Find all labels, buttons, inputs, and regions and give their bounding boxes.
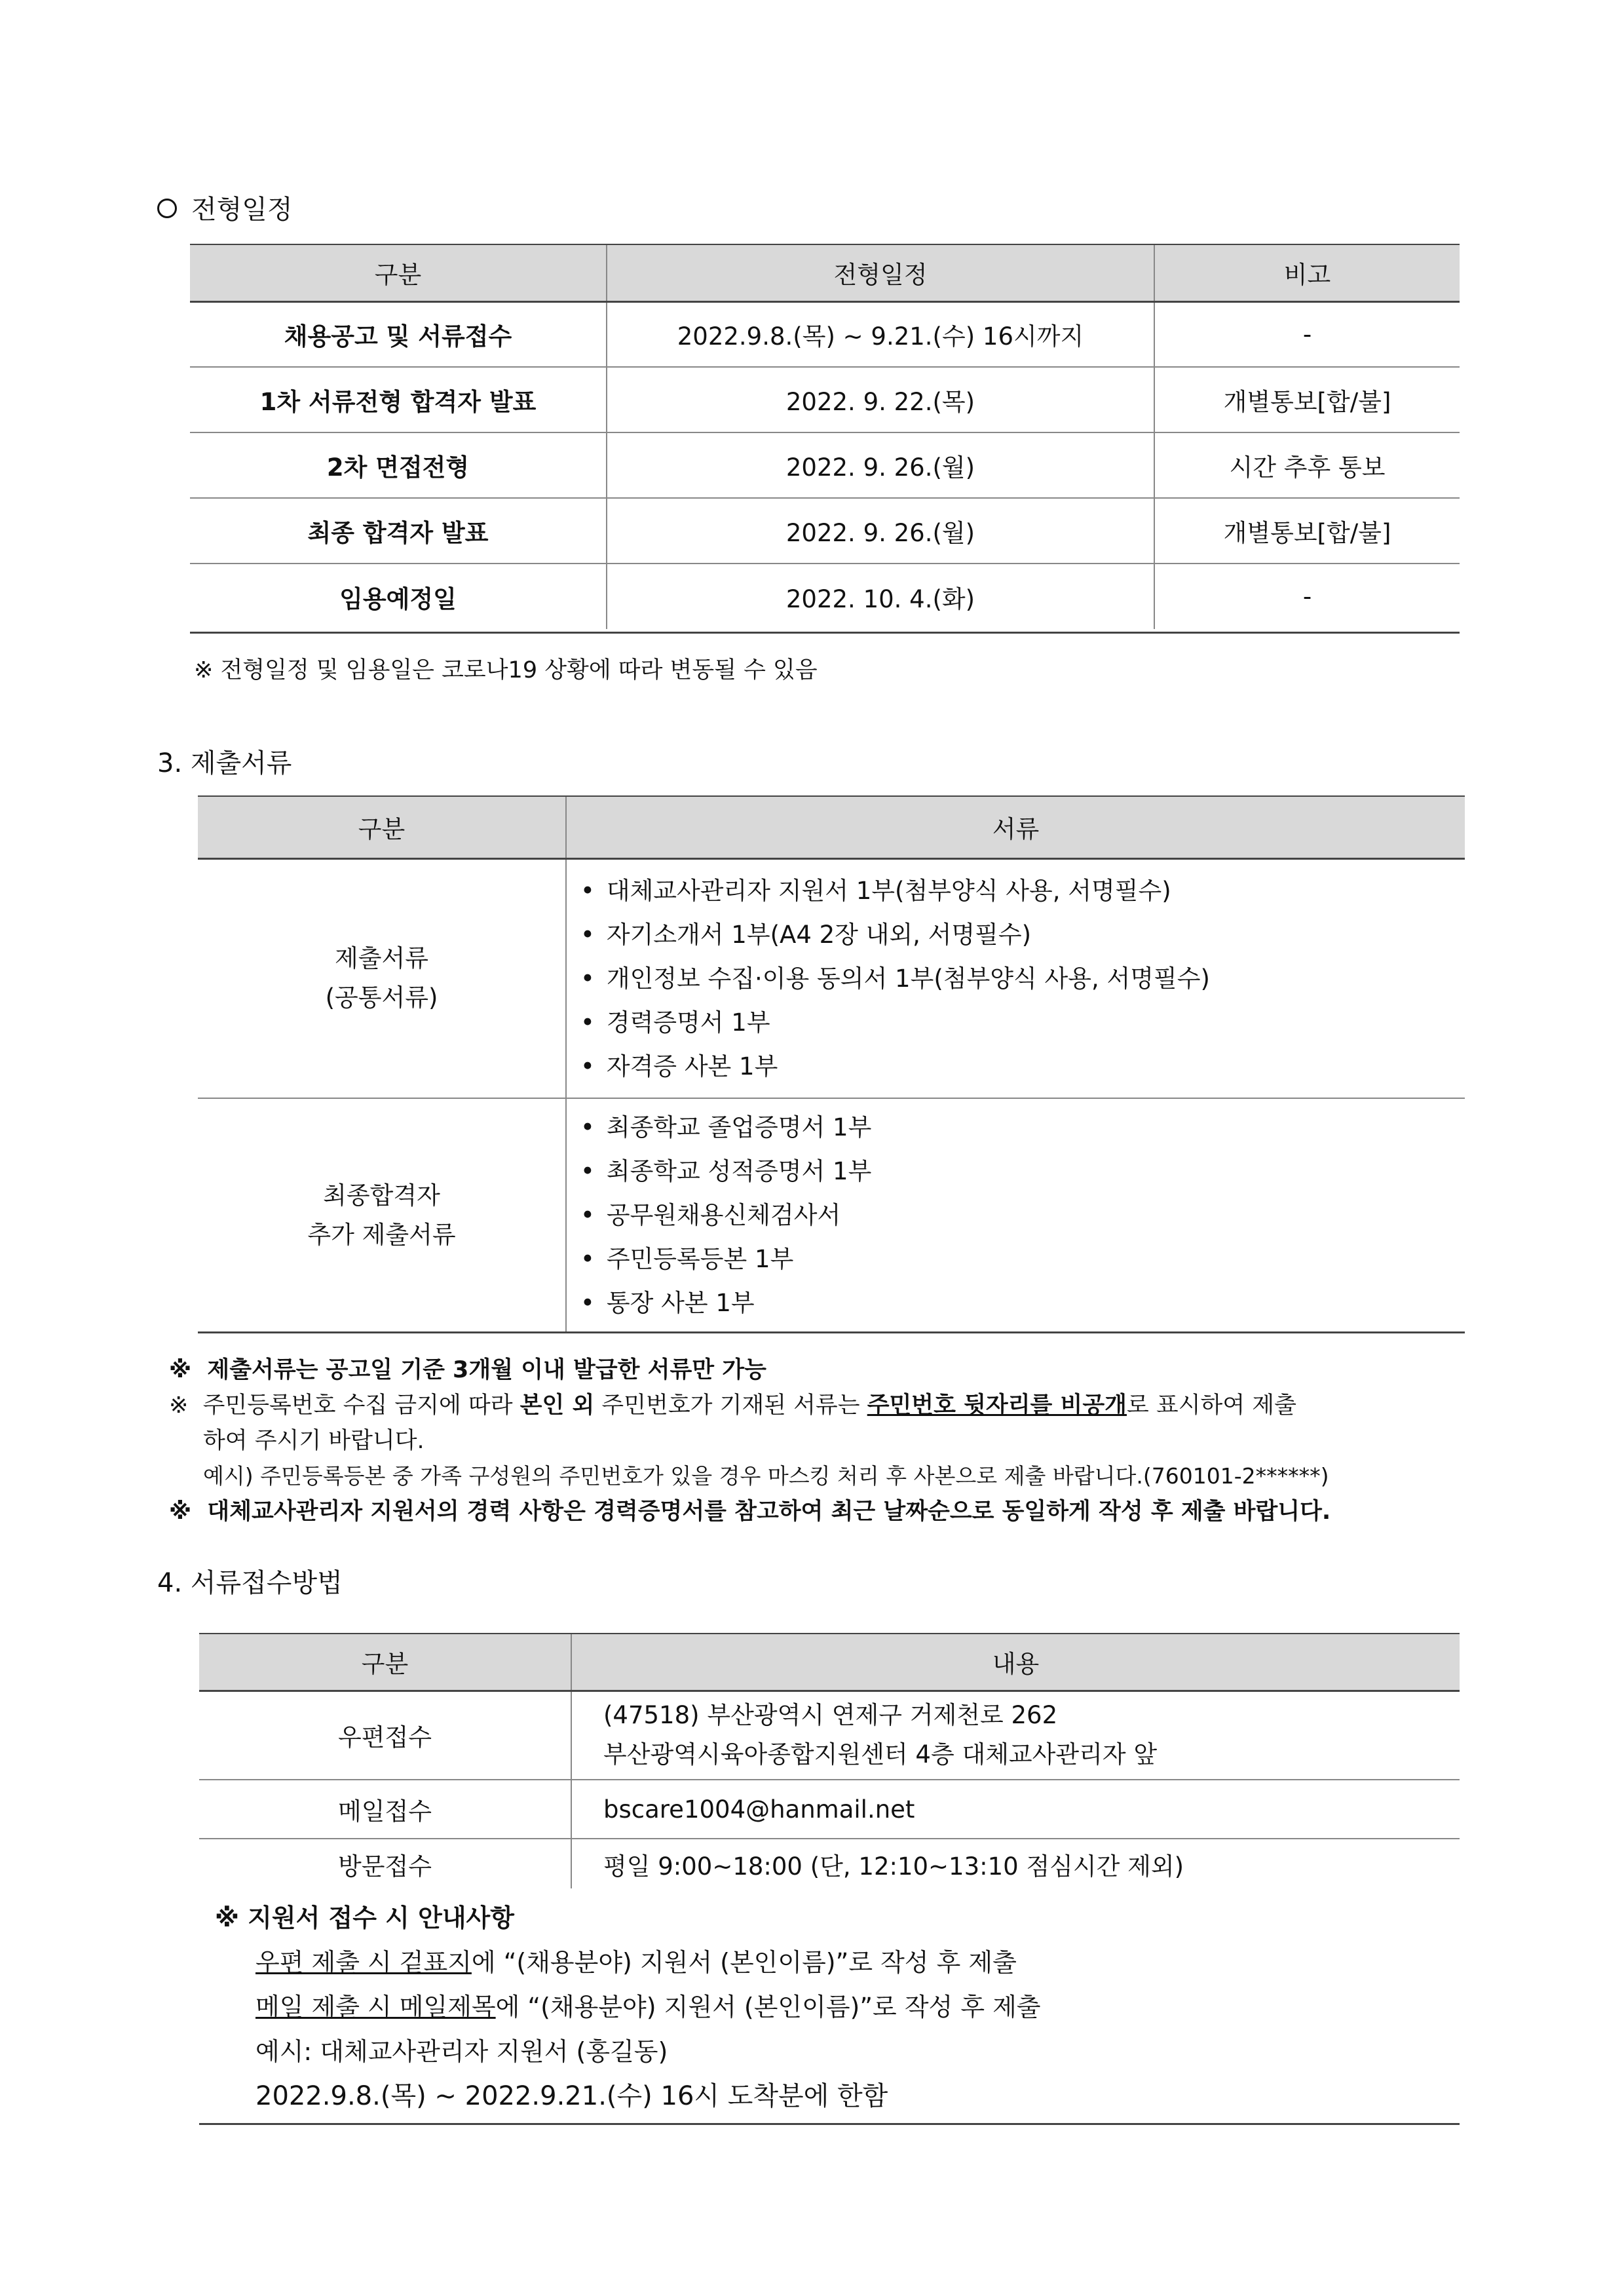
address-line: 부산광역시육아종합지원센터 4층 대체교사관리자 앞 [603,1740,1158,1769]
group-documents [566,858,1465,1098]
email-address: bscare1004@hanmail.net [571,1780,1460,1839]
circle-bullet-icon [157,199,177,218]
table-row [190,432,1460,498]
guide-deadline: 2022.9.8.(목) ~ 2022.9.21.(수) 16시 도착분에 한함 [255,2081,888,2111]
documents-table [198,797,1465,1331]
row-note: - [1154,301,1460,367]
table-row [198,858,1465,1098]
row-date: 2022. 10. 4.(화) [607,564,1154,629]
list-item: • 최종학교 졸업증명서 1부 [580,1105,1464,1149]
col-header-content: 내용 [571,1634,1460,1691]
group-documents [566,1098,1465,1331]
table-row [199,1780,1460,1839]
group-label: 최종합격자 추가 제출서류 [198,1098,566,1331]
row-label: 1차 서류전형 합격자 발표 [190,367,607,432]
row-label: 임용예정일 [190,564,607,629]
documents-notes [169,1352,1331,1529]
row-note: 개별통보[합/불] [1154,367,1460,432]
row-content [571,1691,1460,1780]
schedule-heading: 전형일정 [157,189,293,226]
note-2: ※ 주민등록번호 수집 금지에 따라 본인 외 주민번호가 기재된 서류는 주민번호 뒷자리를 비공개로 표시하여 제출 [169,1392,1296,1419]
row-label: 메일접수 [199,1780,571,1839]
list-item: • 공무원채용신체검사서 [580,1193,1464,1237]
table-row [199,1691,1460,1780]
table-bottom-rule [198,1331,1465,1333]
col-header-schedule: 전형일정 [607,245,1154,301]
list-item: • 자기소개서 1부(A4 2장 내외, 서명필수) [580,913,1464,957]
guide-bottom-rule [199,2123,1460,2125]
list-item: • 대체교사관리자 지원서 1부(첨부양식 사용, 서명필수) [580,869,1464,913]
schedule-table [190,245,1460,629]
submission-heading: 4. 서류접수방법 [157,1568,343,1598]
address-line: (47518) 부산광역시 연제구 거제천로 262 [603,1701,1058,1730]
list-item: • 경력증명서 1부 [580,1001,1464,1044]
list-item: • 통장 사본 1부 [580,1281,1464,1325]
row-note: 개별통보[합/불] [1154,498,1460,564]
table-bottom-rule [190,632,1460,634]
group-label: 제출서류 (공통서류) [325,944,438,1012]
list-item: • 주민등록등본 1부 [580,1237,1464,1281]
row-date: 2022. 9. 26.(월) [607,498,1154,564]
list-item: • 자격증 사본 1부 [580,1044,1464,1088]
list-item: • 개인정보 수집·이용 동의서 1부(첨부양식 사용, 서명필수) [580,957,1464,1001]
row-note: - [1154,564,1460,629]
note-1: ※ 제출서류는 공고일 기준 3개월 이내 발급한 서류만 가능 [169,1357,766,1383]
submission-guide [215,1896,1041,2118]
row-date: 2022. 9. 22.(목) [607,367,1154,432]
document-list [567,1105,1464,1325]
row-date: 2022.9.8.(목) ~ 9.21.(수) 16시까지 [607,301,1154,367]
guide-example: 예시: 대체교사관리자 지원서 (홍길동) [255,2037,668,2066]
table-row [190,367,1460,432]
visit-hours: 평일 9:00~18:00 (단, 12:10~13:10 점심시간 제외) [571,1839,1460,1888]
table-header-row [198,797,1465,858]
col-header-category: 구분 [198,797,566,858]
table-row [190,564,1460,629]
row-label: 2차 면접전형 [190,432,607,498]
col-header-category: 구분 [199,1634,571,1691]
submission-table [199,1634,1460,1888]
note-2-example: 예시) 주민등록등본 중 가족 구성원의 주민번호가 있을 경우 마스킹 처리 후 사본으로 제출 바랍니다.(760101-2******) [203,1463,1329,1489]
guide-title: ※ 지원서 접수 시 안내사항 [215,1904,514,1932]
table-header-row [190,245,1460,301]
table-row [190,498,1460,564]
row-note: 시간 추후 통보 [1154,432,1460,498]
row-label: 방문접수 [199,1839,571,1888]
note-3: ※ 대체교사관리자 지원서의 경력 사항은 경력증명서를 참고하여 최근 날짜순으로 동일하게 작성 후 제출 바랍니다. [169,1499,1331,1525]
table-header-row [199,1634,1460,1691]
row-date: 2022. 9. 26.(월) [607,432,1154,498]
guide-line: 메일 제출 시 메일제목에 “(채용분야) 지원서 (본인이름)”로 작성 후 제출 [255,1993,1041,2021]
row-label: 우편접수 [338,1723,432,1752]
row-label: 최종 합격자 발표 [190,498,607,564]
col-header-remarks: 비고 [1154,245,1460,301]
col-header-documents: 서류 [566,797,1465,858]
guide-line: 우편 제출 시 겉표지에 “(채용분야) 지원서 (본인이름)”로 작성 후 제출 [255,1948,1017,1977]
table-row [199,1839,1460,1888]
list-item: • 최종학교 성적증명서 1부 [580,1149,1464,1193]
col-header-category: 구분 [190,245,607,301]
note-2-cont: 하여 주시기 바랍니다. [203,1428,425,1454]
document-list [567,869,1464,1088]
table-row [198,1098,1465,1331]
table-row [190,301,1460,367]
documents-heading: 3. 제출서류 [157,748,292,778]
row-label: 채용공고 및 서류접수 [284,322,512,351]
schedule-footnote: ※ 전형일정 및 임용일은 코로나19 상황에 따라 변동될 수 있음 [194,657,818,683]
